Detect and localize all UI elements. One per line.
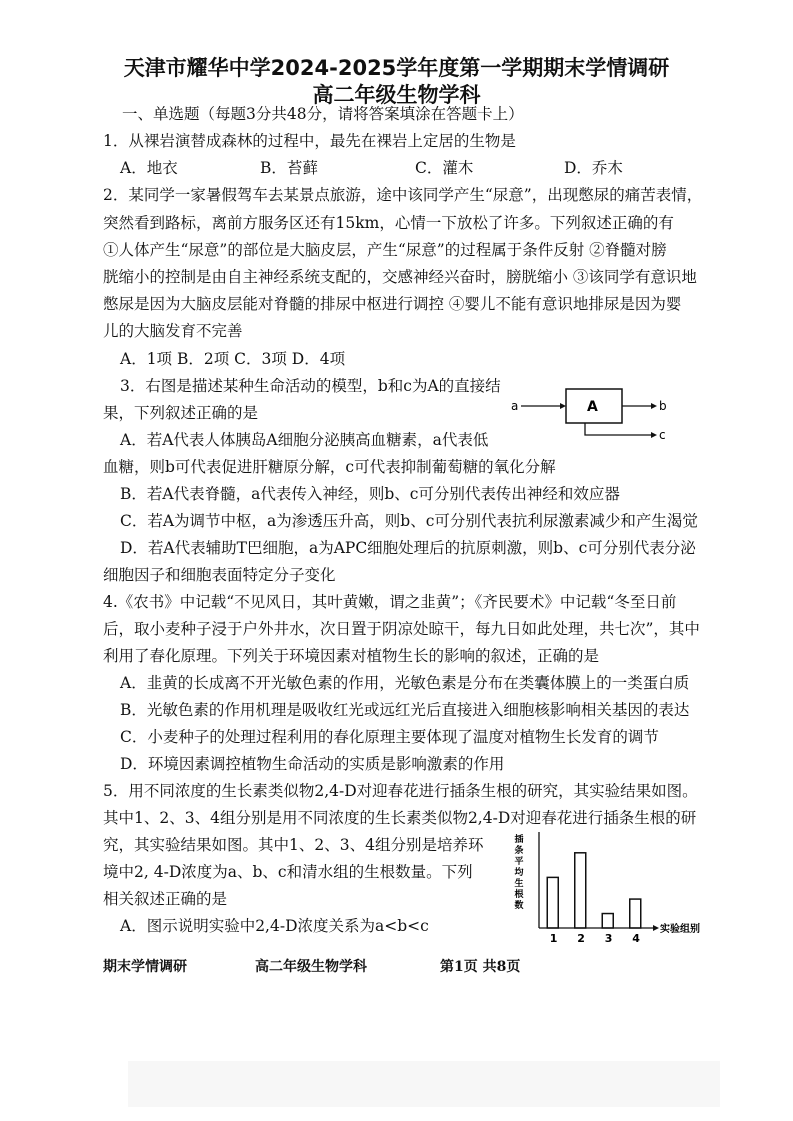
q3-input-label: a — [511, 399, 519, 413]
q3-box-label: A — [587, 399, 598, 415]
chart-x-tick-label: 2 — [577, 932, 585, 945]
bottom-margin-band — [128, 1061, 720, 1107]
chart-bar — [630, 899, 641, 928]
q4-line: B．光敏色素的作用机理是吸收红光或远红光后直接进入细胞核影响相关基因的表达 — [120, 701, 690, 719]
section-heading: 一、单选题（每题3分共48分，请将答案填涂在答题卡上） — [122, 105, 524, 123]
q2-line: 突然看到路标，离前方服务区还有15km，心情一下放松了许多。下列叙述正确的有 — [103, 214, 674, 232]
q3-output-b-label: b — [659, 399, 667, 413]
q3-line: A．若A代表人体胰岛A细胞分泌胰高血糖素，a代表低 — [120, 431, 489, 449]
chart-y-label-char: 根 — [514, 890, 524, 900]
chart-bar — [575, 853, 586, 928]
q2-line: 胱缩小的控制是由自主神经系统支配的，交感神经兴奋时，膀胱缩小 ③该同学有意识地 — [103, 268, 697, 286]
chart-x-tick-label: 4 — [632, 932, 640, 945]
q2-line: 2．某同学一家暑假驾车去某景点旅游，途中该同学产生“尿意”，出现憋尿的痛苦表情， — [103, 186, 703, 204]
q5-line: 境中2, 4-D浓度为a、b、c和清水组的生根数量。下列 — [103, 863, 473, 881]
q1-option-a: A．地衣 — [120, 159, 178, 177]
chart-y-label-char: 平 — [514, 857, 524, 867]
chart-y-label-char: 插 — [514, 835, 524, 845]
chart-x-tick-label: 1 — [549, 932, 558, 945]
footer-page-number: 第1页 共8页 — [440, 959, 521, 975]
q3-output-c-label: c — [659, 428, 666, 442]
chart-y-label-char: 均 — [514, 868, 524, 878]
chart-y-axis-label — [514, 833, 524, 911]
q3-line: B．若A代表脊髓，a代表传入神经，则b、c可分别代表传出神经和效应器 — [120, 485, 620, 503]
q4-line: D．环境因素调控植物生命活动的实质是影响激素的作用 — [120, 755, 505, 773]
q5-line: 其中1、2、3、4组分别是用不同浓度的生长素类似物2,4-D对迎春花进行插条生根的研 — [103, 809, 697, 827]
chart-y-label-char: 条 — [514, 846, 524, 856]
q4-line: 后，取小麦种子浸于户外井水，次日置于阴凉处晾干，每九日如此处理，共七次”，其中 — [103, 620, 700, 638]
footer-center: 高二年级生物学科 — [255, 959, 367, 975]
q4-line: A．韭黄的长成离不开光敏色素的作用，光敏色素是分布在类囊体膜上的一类蛋白质 — [120, 674, 690, 692]
chart-x-tick-label: 3 — [604, 932, 613, 945]
q5-line: 相关叙述正确的是 — [103, 890, 228, 908]
q2-line: ①人体产生“尿意”的部位是大脑皮层，产生“尿意”的过程属于条件反射 ②脊髓对膀 — [103, 241, 667, 259]
chart-x-axis-arrow — [653, 925, 659, 931]
q3-line: 血糖，则b可代表促进肝糖原分解，c可代表抑制葡萄糖的氧化分解 — [103, 458, 556, 476]
q1-option-d: D．乔木 — [564, 159, 623, 177]
chart-bar — [602, 914, 613, 928]
q4-line: 4.《农书》中记载“不见风日，其叶黄嫩，谓之韭黄”；《齐民要术》中记载“冬至日前 — [103, 593, 677, 611]
footer-left: 期末学情调研 — [103, 959, 187, 975]
chart-bar — [547, 877, 558, 928]
q1-option-b: B．苔藓 — [260, 159, 318, 177]
q2-options: A．1项 B．2项 C．3项 D．4项 — [120, 350, 346, 368]
q5-bar-chart — [505, 828, 710, 946]
q3-line: 细胞因子和细胞表面特定分子变化 — [103, 566, 336, 584]
q2-line: 儿的大脑发育不完善 — [103, 322, 243, 340]
exam-subtitle: 高二年级生物学科 — [312, 83, 481, 107]
q3-line: D．若A代表辅助T巴细胞，a为APC细胞处理后的抗原刺激，则b、c可分别代表分泌 — [120, 539, 696, 557]
q1-option-c: C．灌木 — [415, 159, 474, 177]
q3-line: 果，下列叙述正确的是 — [103, 404, 259, 422]
q4-line: 利用了春化原理。下列关于环境因素对植物生长的影响的叙述，正确的是 — [103, 647, 600, 665]
exam-title: 天津市耀华中学2024-2025学年度第一学期期末学情调研 — [123, 56, 670, 80]
q5-line: 究，其实验结果如图。其中1、2、3、4组分别是培养环 — [103, 836, 484, 854]
q5-line: A．图示说明实验中2,4-D浓度关系为a<b<c — [120, 917, 429, 935]
chart-x-axis-label: 实验组别 — [660, 924, 700, 935]
q1-stem: 1．从裸岩演替成森林的过程中，最先在裸岩上定居的生物是 — [103, 132, 516, 150]
q5-line: 5．用不同浓度的生长素类似物2,4-D对迎春花进行插条生根的研究，其实验结果如图。 — [103, 782, 698, 800]
chart-y-label-char: 生 — [514, 879, 524, 889]
q3-model-diagram — [505, 382, 675, 450]
q3-line: 3．右图是描述某种生命活动的模型，b和c为A的直接结 — [120, 377, 501, 395]
chart-y-label-char: 数 — [514, 901, 524, 911]
q4-line: C．小麦种子的处理过程利用的春化原理主要体现了温度对植物生长发育的调节 — [120, 728, 659, 746]
q2-line: 憋尿是因为大脑皮层能对脊髓的排尿中枢进行调控 ④婴儿不能有意识地排尿是因为婴 — [103, 295, 682, 313]
q3-line: C．若A为调节中枢，a为渗透压升高，则b、c可分别代表抗利尿激素减少和产生渴觉 — [120, 512, 698, 530]
